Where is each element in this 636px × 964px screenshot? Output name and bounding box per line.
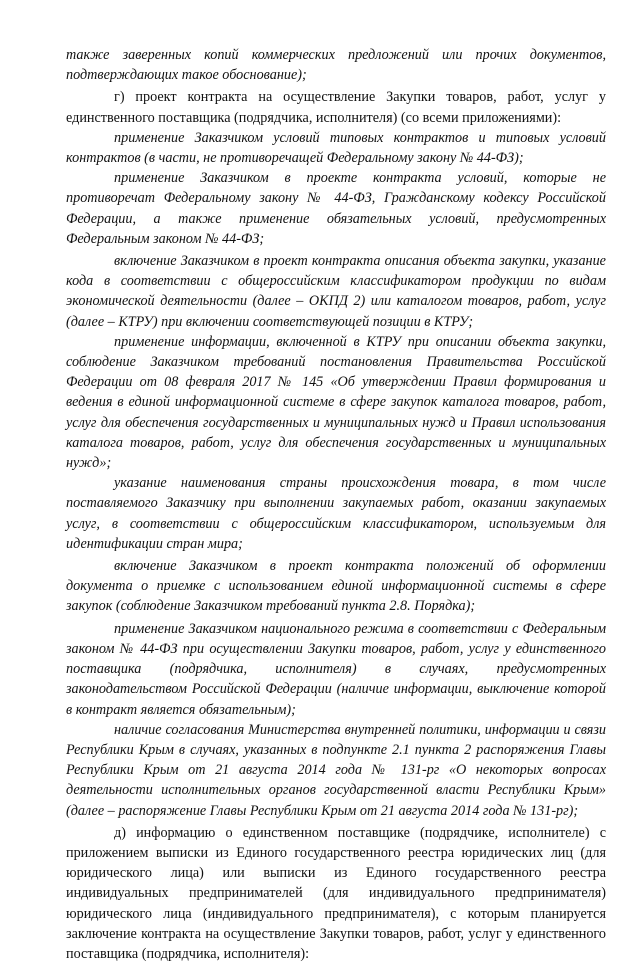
paragraph-typical-conditions: применение Заказчиком условий типовых контрактов и типовых условий контрактов (в части, не противоречащей Федеральному закону № 44-ФЗ);	[66, 129, 606, 167]
paragraph-item-g: г) проект контракта на осуществление Закупки товаров, работ, услуг у единственного поставщика (подрядчика, исполнителя) (со всеми приложениями):	[66, 89, 606, 126]
paragraph-ministry-approval: наличие согласования Министерства внутренней политики, информации и связи Республики Крым в случаях, указанных в подпункте 2.1 пункта 2 распоряжения Главы Республики Крым от 21 августа 2014 года № 131-рг «О некоторых вопросах деятельности исполнительных органов государственной власти Республики Крым» (далее – распоряжение Главы Республики Крым от 21 августа 2014 года № 131-рг);	[66, 721, 606, 819]
paragraph-continuation: также заверенных копий коммерческих предложений или прочих документов, подтверждающих такое обоснование);	[66, 47, 606, 84]
document-body	[66, 45, 606, 964]
paragraph-national-regime: применение Заказчиком национального режима в соответствии с Федеральным законом № 44-ФЗ при осуществлении Закупки товаров, работ, услуг у единственного поставщика (подрядчика, исполнителя) в случаях, предусмотренных законодательством Российской Федерации (наличие информации, выключение которой в контракт является обязательным);	[66, 620, 606, 718]
paragraph-item-d: д) информацию о единственном поставщике (подрядчике, исполнителе) с приложением выписки из Единого государственного реестра юридических лиц (для юридического лица) или выписки из Единого государственного реестра индивидуальных предпринимателей (для индивидуального предпринимателя) юридического лица (индивидуального предпринимателя), с которым планируется заключение контракта на осуществление Закупки товаров, работ, услуг у единственного поставщика (подрядчика, исполнителя):	[66, 824, 606, 962]
paragraph-procurement-object: включение Заказчиком в проект контракта описания объекта закупки, указание кода в соответствии с общероссийским классификатором продукции по видам экономической деятельности (далее – ОКПД 2) или каталогом товаров, работ, услуг (далее – КТРУ) при включении соответствующей позиции в КТРУ;	[66, 253, 606, 330]
paragraph-country-of-origin: указание наименования страны происхождения товара, в том числе поставляемого Заказчику при выполнении закупаемых работ, оказании закупаемых услуг, в соответствии с общероссийским классификатором, используемым для идентификации стран мира;	[66, 475, 606, 552]
paragraph-contract-conditions: применение Заказчиком в проекте контракта условий, которые не противоречат Федеральному закону № 44-ФЗ, Гражданскому кодексу Российской Федерации, а также применение обязательных условий, предусмотренных Федеральным законом № 44-ФЗ;	[66, 170, 606, 247]
paragraph-ktru-information: применение информации, включенной в КТРУ при описании объекта закупки, соблюдение Заказчиком требований постановления Правительства Российской Федерации от 08 февраля 2017 № 145 «Об утверждении Правил формирования и ведения в единой информационной системе в сфере закупок каталога товаров, работ, услуг для обеспечения государственных и муниципальных нужд и Правил использования каталога товаров, работ, услуг для обеспечения государственных и муниципальных нужд»;	[66, 333, 606, 472]
paragraph-acceptance-document: включение Заказчиком в проект контракта положений об оформлении документа о приемке с использованием единой информационной системы в сфере закупок (соблюдение Заказчиком требований пункта 2.8. Порядка);	[66, 558, 606, 615]
